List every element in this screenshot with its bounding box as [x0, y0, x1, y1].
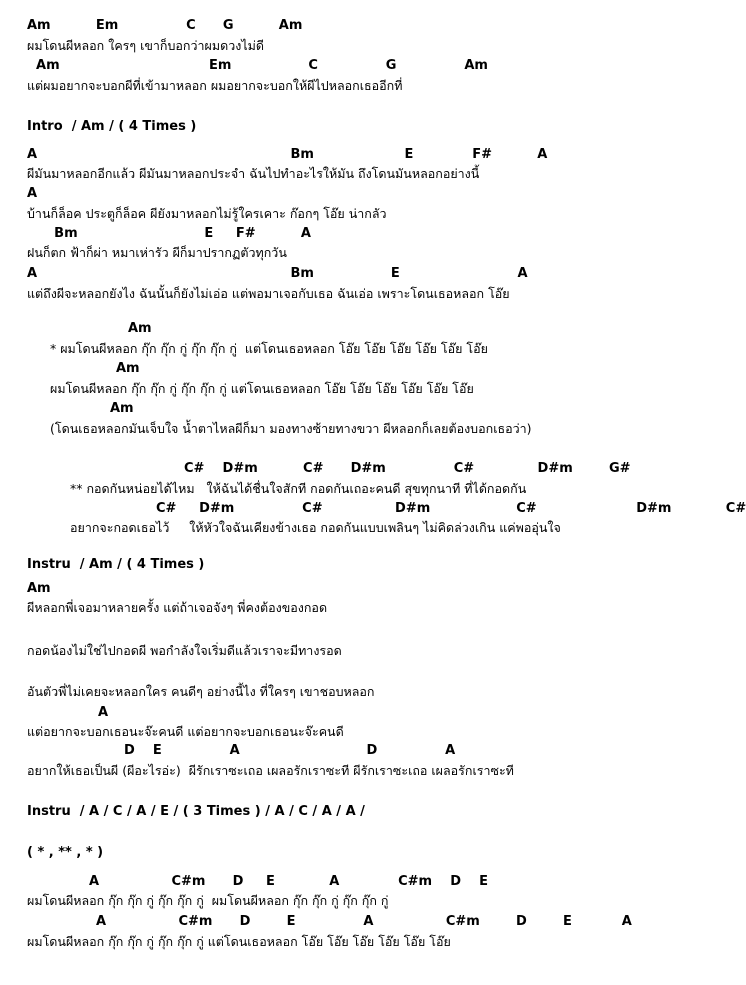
section-heading: ( * , ** , * ) — [27, 845, 104, 860]
chord-line: Am Em C G Am — [27, 18, 303, 33]
lyric-line: ผีหลอกพี่เจอมาหลายครั้ง แต่ถ้าเจอจังๆ พี่คงต้องของกอด — [27, 600, 328, 615]
chord-line: D E A D A — [124, 743, 456, 758]
lyric-line: ฝนก็ตก ฟ้าก็ผ่า หมาเห่ารัว ผีก็มาปรากฏตัวทุกวัน — [27, 245, 287, 260]
lyric-line: บ้านก็ล็อค ประตูก็ล็อค ผียังมาหลอกไม่รู้ใครเคาะ ก๊อกๆ โอ๊ย น่ากลัว — [27, 206, 387, 221]
section-heading: Instru / Am / ( 4 Times ) — [27, 557, 205, 572]
chord-line: A — [98, 705, 109, 720]
lyric-line: (โดนเธอหลอกมันเจ็บใจ น้ำตาไหลผีก็มา มองทางซ้ายทางขวา ผีหลอกก็เลยต้องบอกเธอว่า) — [50, 421, 532, 436]
lyric-line: ผีมันมาหลอกอีกแล้ว ผีมันมาหลอกประจำ ฉันไปทำอะไรให้มัน ถึงโดนมันหลอกอย่างนี้ — [27, 166, 480, 181]
chord-line: Am Em C G Am — [27, 58, 488, 73]
lyric-line: แต่ถึงผีจะหลอกยังไง ฉันนั้นก็ยังไม่เอ่อ แต่พอมาเจอกับเธอ ฉันเอ่อ เพราะโดนเธอหลอก โอ๊ย — [27, 286, 510, 301]
lyric-line: ผมโดนผีหลอก กุ๊ก กุ๊ก กู่ กุ๊ก กุ๊ก กู่ แต่โดนเธอหลอก โอ๊ย โอ๊ย โอ๊ย โอ๊ย โอ๊ย โอ๊ย — [27, 934, 451, 949]
chord-line: A C#m D E A C#m D E — [89, 874, 488, 889]
chord-line: C# D#m C# D#m C# D#m C# — [156, 501, 746, 516]
lyric-line: ผมโดนผีหลอก ใครๆ เขาก็บอกว่าผมดวงไม่ดี — [27, 38, 264, 53]
section-heading: Intro / Am / ( 4 Times ) — [27, 119, 197, 134]
lyric-line: * ผมโดนผีหลอก กุ๊ก กุ๊ก กู่ กุ๊ก กุ๊ก กู่ แต่โดนเธอหลอก โอ๊ย โอ๊ย โอ๊ย โอ๊ย โอ๊ย โอ๊ย — [50, 341, 488, 356]
chord-line: Am — [110, 401, 134, 416]
chord-line: C# D#m C# D#m C# D#m G# — [184, 461, 631, 476]
lyric-line: อยากให้เธอเป็นผี (ผีอะไรอ่ะ) ผีรักเราซะเถอ เผลอรักเราซะที ผีรักเราซะเถอ เผลอรักเราซะที — [27, 763, 514, 778]
lyric-line: อยากจะกอดเธอไว้ ให้หัวใจฉันเคียงข้างเธอ กอดกันแบบเพลินๆ ไม่คิดล่วงเกิน แค่พออุ่นใจ — [70, 520, 561, 535]
lyric-line: แต่อยากจะบอกเธอนะจ๊ะคนดี แต่อยากจะบอกเธอนะจ๊ะคนดี — [27, 724, 344, 739]
chord-line: A C#m D E A C#m D E A — [96, 914, 632, 929]
lyric-line: แต่ผมอยากจะบอกผีที่เข้ามาหลอก ผมอยากจะบอกให้ผีไปหลอกเธออีกที่ — [27, 78, 403, 93]
chord-line: Am — [116, 361, 140, 376]
lyric-line: ผมโดนผีหลอก กุ๊ก กุ๊ก กู่ กุ๊ก กุ๊ก กู่ ผมโดนผีหลอก กุ๊ก กุ๊ก กู่ กุ๊ก กุ๊ก กู่ — [27, 893, 389, 908]
chord-line: Bm E F# A — [27, 226, 311, 241]
lyric-line: กอดน้องไม่ใช่ไปกอดผี พอกำลังใจเริ่มดีแล้วเราจะมีทางรอด — [27, 643, 342, 658]
chord-line: A Bm E A — [27, 266, 528, 281]
chord-line: A — [27, 186, 38, 201]
lyric-line: ผมโดนผีหลอก กุ๊ก กุ๊ก กู่ กุ๊ก กุ๊ก กู่ แต่โดนเธอหลอก โอ๊ย โอ๊ย โอ๊ย โอ๊ย โอ๊ย โอ๊ย — [50, 381, 474, 396]
chord-line: A Bm E F# A — [27, 147, 548, 162]
lyric-line: อันตัวพี่ไม่เคยจะหลอกใคร คนดีๆ อย่างนี้ไง ที่ใครๆ เขาชอบหลอก — [27, 684, 375, 699]
chord-line: Am — [27, 581, 51, 596]
chord-line: Am — [128, 321, 152, 336]
lyric-line: ** กอดกันหน่อยได้ไหม ให้ฉันได้ชื่นใจสักที กอดกันเถอะคนดี สุขทุกนาที ที่ได้กอดกัน — [70, 481, 527, 496]
section-heading: Instru / A / C / A / E / ( 3 Times ) / A / C / A / A / — [27, 804, 365, 819]
